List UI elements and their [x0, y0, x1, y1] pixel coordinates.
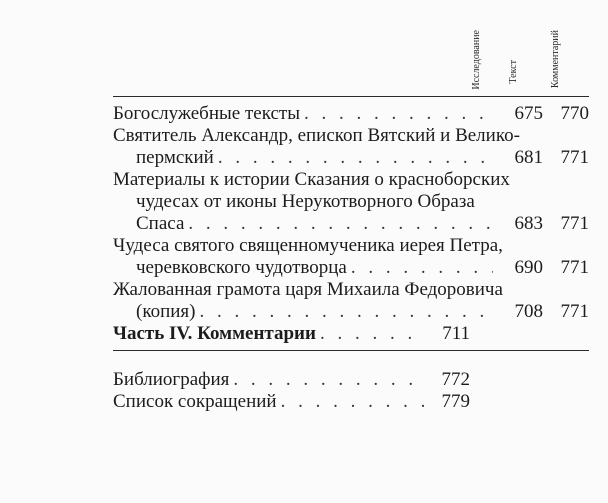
- toc-entry[interactable]: [113, 235, 589, 279]
- leader-dots: [281, 391, 426, 413]
- column-header-research: Исследование: [471, 30, 482, 90]
- abbreviations-title: Список сокращений: [113, 391, 277, 412]
- comment-page: 771: [560, 301, 589, 322]
- leader-dots: [218, 147, 493, 169]
- header-rule: [113, 96, 589, 97]
- toc-entry[interactable]: [113, 125, 589, 169]
- part-title: Часть IV. Комментарии: [113, 323, 316, 344]
- toc-entry[interactable]: [113, 169, 589, 235]
- leader-dots: [320, 323, 426, 345]
- leader-dots: [233, 369, 426, 391]
- toc-entry-title-cont: пермский: [136, 147, 214, 168]
- toc-entry-title-cont: черевковского чудотворца: [136, 257, 347, 278]
- research-page: 779: [441, 391, 470, 412]
- text-page: 683: [514, 213, 543, 234]
- toc-entry-title-cont: чудесах от иконы Нерукотворного Образа: [136, 191, 475, 212]
- table-of-contents: [113, 103, 589, 413]
- toc-part-heading[interactable]: [113, 323, 589, 345]
- comment-page: 771: [560, 147, 589, 168]
- toc-entry-title: Жалованная грамота царя Михаила Федоровича: [113, 279, 503, 300]
- toc-entry-title: Богослужебные тексты: [113, 103, 300, 124]
- leader-dots: [304, 103, 493, 125]
- leader-dots: [200, 301, 494, 323]
- text-page: 681: [514, 147, 543, 168]
- comment-page: 770: [560, 103, 589, 124]
- toc-entry[interactable]: [113, 103, 589, 125]
- comment-page: 771: [560, 257, 589, 278]
- toc-entry-title-cont: Спаса: [136, 213, 185, 234]
- research-page: 711: [442, 323, 470, 344]
- toc-entry-abbreviations[interactable]: [113, 391, 589, 413]
- research-page: 772: [441, 369, 470, 390]
- column-header-text: Текст: [508, 60, 519, 84]
- text-page: 675: [514, 103, 543, 124]
- toc-entry-title: Материалы к истории Сказания о красноборских: [113, 169, 510, 190]
- toc-entry[interactable]: [113, 279, 589, 323]
- toc-entry-title: Чудеса святого священномученика иерея Петра,: [113, 235, 503, 256]
- comment-page: 771: [560, 213, 589, 234]
- toc-entry-title: Святитель Александр, епископ Вятский и Велико-: [113, 125, 520, 146]
- text-page: 708: [514, 301, 543, 322]
- leader-dots: [351, 257, 493, 279]
- leader-dots: [188, 213, 493, 235]
- bibliography-title: Библиография: [113, 369, 230, 390]
- column-header-commentary: Комментарий: [550, 30, 561, 89]
- text-page: 690: [514, 257, 543, 278]
- toc-entry-bibliography[interactable]: [113, 369, 589, 391]
- toc-entry-title-cont: (копия): [136, 301, 196, 322]
- section-rule: [113, 350, 589, 351]
